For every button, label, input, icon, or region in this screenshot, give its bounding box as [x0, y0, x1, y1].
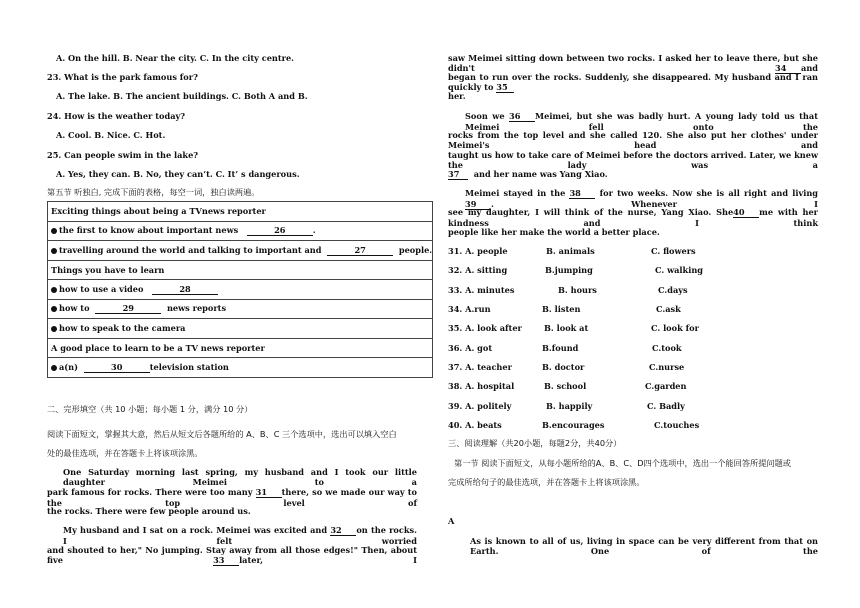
option-c: C. Badly: [647, 401, 685, 411]
table-row: [48, 358, 433, 378]
option-c: C.took: [652, 343, 682, 353]
passage-line: One Saturday morning last spring, my husband and I took our little daughter Meimei to a: [63, 467, 417, 487]
option-c: C.days: [658, 285, 688, 295]
listening-table: [47, 201, 433, 378]
option-number: 31. A. people: [448, 246, 508, 256]
passage-line: saw Meimei sitting down between two rocks. I asked her to leave there, but she didn't 34 and: [448, 53, 818, 73]
option-b: B.found: [542, 343, 579, 353]
bullet-icon: [51, 248, 57, 254]
passage-line: taught us how to take care of Meimei before the doctors arrived. Later, we knew the lady was a: [448, 150, 818, 170]
blank-31: 31: [256, 488, 282, 498]
option-b: B. hours: [558, 285, 597, 295]
option-b: B.encourages: [542, 420, 605, 430]
bullet-icon: [51, 287, 57, 293]
option-number: 36. A. got: [448, 343, 493, 353]
table-cell: Exciting things about being a TVnews reporter: [48, 202, 433, 222]
table-cell: the first to know about important news 26 .: [48, 221, 433, 241]
blank-33: 33: [213, 556, 239, 566]
table-cell: how to speak to the camera: [48, 319, 433, 339]
passage-line: rocks from the top level and she called 120. She also put her clothes' under Meimei's head and: [448, 130, 818, 150]
option-b: B. school: [544, 381, 587, 391]
option-c: C.nurse: [649, 362, 685, 372]
bullet-icon: [51, 365, 57, 371]
passage-line: My husband and I sat on a rock. Meimei was excited and 32 on the rocks. I felt worried: [63, 525, 418, 546]
q23-question: 23. What is the park famous for?: [47, 72, 198, 82]
table-cell: how to use a video 28: [48, 280, 433, 300]
blank-29: 29: [95, 304, 161, 314]
passage-line: Meimei stayed in the 38 for two weeks. Now she is all right and living39 . Whenever I: [465, 188, 818, 209]
passage-line: the rocks. There were few people around us.: [47, 506, 251, 516]
blank-27: 27: [327, 246, 393, 256]
bullet-icon: [51, 306, 57, 312]
option-number: 34. A.run: [448, 304, 491, 314]
option-b: B. happily: [546, 401, 593, 411]
table-row: [48, 299, 433, 319]
table-row: [48, 319, 433, 339]
table-row: [48, 280, 433, 300]
table-row: [48, 202, 433, 222]
q23-options: A. The lake. B. The ancient buildings. C. Both A and B.: [56, 91, 308, 101]
option-b: B. animals: [546, 246, 595, 256]
option-number: 39. A. politely: [448, 401, 512, 411]
option-c: C. walking: [655, 265, 703, 275]
blank-39: 39: [465, 200, 491, 210]
table-cell: travelling around the world and talking to important and 27 people.: [48, 241, 433, 261]
passage-label: A: [448, 516, 455, 526]
option-c: C.ask: [656, 304, 681, 314]
q22-options: A. On the hill. B. Near the city. C. In the city centre.: [56, 53, 295, 63]
option-b: B. look at: [544, 323, 589, 333]
passage-line: people like her make the world a better place.: [448, 227, 660, 237]
part2-title: 二、完形填空（共 10 小题；每小题 1 分，满分 10 分）: [47, 404, 253, 414]
q25-question: 25. Can people swim in the lake?: [47, 150, 199, 160]
table-row: [48, 241, 433, 261]
option-number: 38. A. hospital: [448, 381, 515, 391]
table-cell: a(n) 30 television station: [48, 358, 433, 378]
option-b: B. doctor: [542, 362, 585, 372]
option-number: 32. A. sitting: [448, 265, 508, 275]
passage-line: began to run over the rocks. Suddenly, she disappeared. My husband and I ran quickly to 35: [448, 72, 818, 92]
table-row: [48, 260, 433, 280]
cloze-instruction-2: 处的最佳选项，并在答题卡上将该项涂黑。: [47, 448, 203, 458]
bullet-icon: [51, 228, 57, 234]
q24-question: 24. How is the weather today?: [47, 111, 186, 121]
blank-26: 26: [247, 226, 313, 236]
table-cell: Things you have to learn: [48, 260, 433, 280]
blank-30: 30: [84, 363, 150, 373]
q24-options: A. Cool. B. Nice. C. Hot.: [56, 130, 166, 140]
blank-34: 34: [775, 64, 801, 74]
option-c: C. look for: [651, 323, 699, 333]
passage-line: Soon we 36 Meimei, but she was badly hurt. A young lady told us that Meimei fell onto the: [465, 111, 818, 132]
option-number: 37. A. teacher: [448, 362, 512, 372]
blank-37: 37: [448, 170, 468, 180]
table-row: [48, 338, 433, 358]
option-c: C. flowers: [651, 246, 696, 256]
blank-35: 35: [496, 83, 514, 93]
blank-32: 32: [330, 526, 356, 536]
passage-line: park famous for rocks. There were too many 31 there, so we made our way to the top level of: [47, 487, 417, 508]
bullet-icon: [51, 326, 57, 332]
option-c: C.touches: [654, 420, 700, 430]
option-number: 35. A. look after: [448, 323, 522, 333]
option-number: 40. A. beats: [448, 420, 502, 430]
option-number: 33. A. minutes: [448, 285, 515, 295]
blank-38: 38: [569, 189, 595, 199]
blank-36: 36: [509, 112, 535, 122]
option-b: B.jumping: [545, 265, 593, 275]
passage-line: see my daughter, I will think of the nurse, Yang Xiao. She40 me with her kindness and I think: [448, 207, 818, 228]
passage-line: and shouted to her," No jumping. Stay away from all those edges!" Then, about five 33 later, I: [47, 545, 417, 565]
q25-options: A. Yes, they can. B. No, they can’t. C. It’ s dangerous.: [56, 169, 300, 179]
passage-line: 37 and her name was Yang Xiao.: [448, 169, 608, 179]
part3-title: 三、阅读理解（共20小题，每题2分，共40分）: [448, 438, 622, 448]
section5-title: 第五节 听独白, 完成下面的表格，每空一词，独白读两遍。: [47, 187, 260, 197]
option-c: C.garden: [645, 381, 687, 391]
reading-instruction-1: 第一节 阅读下面短文，从每小题所给的A、B、C、D四个选项中，选出一个能回答所提问题或: [454, 458, 791, 468]
option-b: B. listen: [542, 304, 581, 314]
blank-40: 40: [733, 208, 759, 218]
cloze-instruction-1: 阅读下面短文，掌握其大意，然后从短文后各题所给的 A、B、C 三个选项中，选出可以填入空白: [47, 429, 397, 439]
passage-line: her.: [448, 91, 466, 101]
table-row: [48, 221, 433, 241]
table-cell: how to 29 news reports: [48, 299, 433, 319]
table-cell: A good place to learn to be a TV news reporter: [48, 338, 433, 358]
blank-28: 28: [152, 285, 218, 295]
passage-line: As is known to all of us, living in space can be very different from that on Earth. One of the: [470, 536, 818, 556]
reading-instruction-2: 完成所给句子的最佳选项，并在答题卡上将该项涂黑。: [448, 477, 645, 487]
